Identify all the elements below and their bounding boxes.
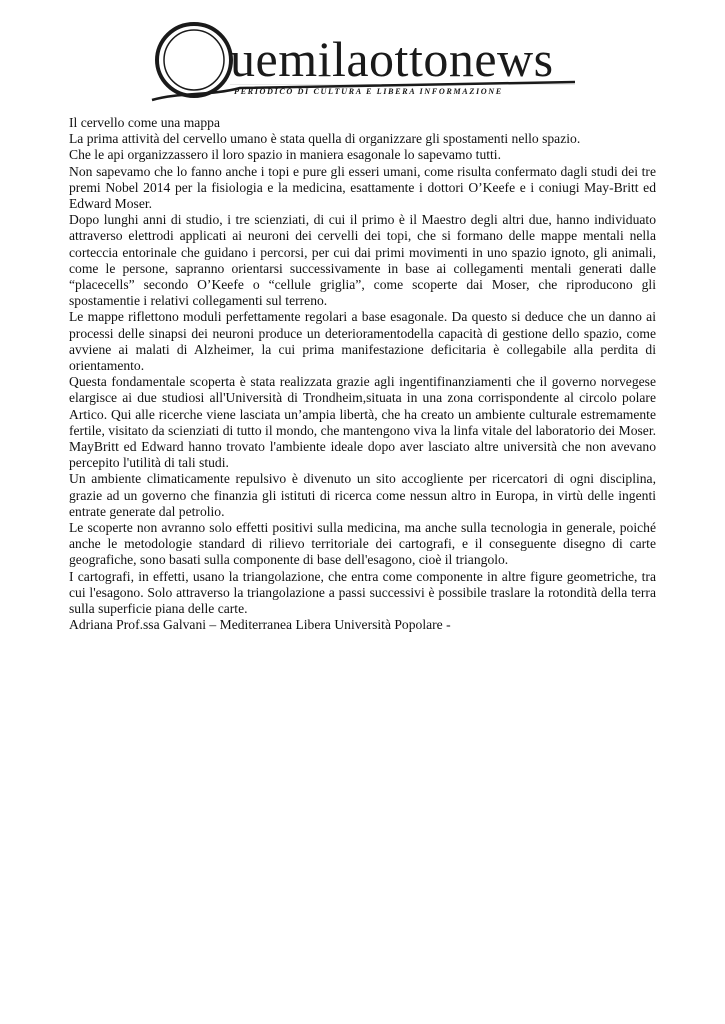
newspaper-logo — [150, 18, 580, 108]
article-paragraph: Le mappe riflettono moduli perfettamente regolari a base esagonale. Da questo si deduce che un danno ai processi delle sinapsi dei neuroni produce un deterioramentodella capacità di gestione dello spazio, come avviene ai malati di Alzheimer, la cui prima manifestazione deficitaria è collegabile alla perdita di orientamento. — [69, 309, 656, 374]
article-paragraph: Che le api organizzassero il loro spazio in maniera esagonale lo sapevamo tutti. — [69, 147, 501, 163]
svg-text:uemilaottonews: uemilaottonews — [230, 31, 554, 87]
article-paragraph: Non sapevamo che lo fanno anche i topi e pure gli esseri umani, come risulta confermato dagli studi dei tre premi Nobel 2014 per la fisiologia e la medicina, esattamente i dottori O’Keefe e i coniugi May-Britt ed Edward Moser. — [69, 163, 656, 212]
svg-text:PERIODICO DI CULTURA E LIBERA: PERIODICO DI CULTURA E LIBERA INFORMAZIONE — [234, 87, 503, 96]
article-paragraph: Questa fondamentale scoperta è stata realizzata grazie agli ingentifinanziamenti che il governo norvegese elargisce ai due studiosi all'Università di Trondheim,situata in una zona corrispondente al circolo polare Artico. Qui alle ricerche viene lasciata un’ampia libertà, che ha creato un ambiente culturale estremamente fertile, visitato da scienziati di tutto il mondo, che mantengono viva la linfa vitale del laboratorio dei Moser. MayBritt ed Edward hanno trovato l'ambiente ideale dopo aver lasciato altre università che non avevano percepito l'utilità di tali studi. — [69, 374, 656, 471]
article-paragraph: Un ambiente climaticamente repulsivo è divenuto un sito accogliente per ricercatori di ogni disciplina, grazie ad un governo che finanzia gli istituti di ricerca come nessun altro in Europa, in virtù delle ingenti entrate generate dal petrolio. — [69, 471, 656, 519]
article-title: Il cervello come una mappa — [69, 115, 220, 130]
article-paragraph: La prima attività del cervello umano è stata quella di organizzare gli spostamenti nello spazio. — [69, 131, 581, 147]
article-signature: Adriana Prof.ssa Galvani – Mediterranea Libera Università Popolare - — [69, 617, 451, 633]
article-paragraph: I cartografi, in effetti, usano la triangolazione, che entra come componente in altre figure geometriche, tra cui l'esagono. Solo attraverso la triangolazione a passi successivi è possibile traslare la rotondità della terra sulla superficie piana delle carte. — [69, 568, 656, 617]
article-paragraph: Le scoperte non avranno solo effetti positivi sulla medicina, ma anche sulla tecnologia in generale, poiché anche le metodologie standard di rilievo territoriale dei cartografi, e il conseguente disegno di carte geografiche, sono basati sulla componente di base dell'esagono, cioè il triangolo. — [69, 520, 656, 568]
article-paragraph: Dopo lunghi anni di studio, i tre scienziati, di cui il primo è il Maestro degli altri due, hanno individuato attraverso elettrodi applicati ai neuroni dei cervelli dei topi, che si formano delle mappe mentali nella corteccia entorinale che guidano i percorsi, per cui dai primi movimenti in uno spazio ignoto, gli animali, come le persone, sapranno orientarsi successivamente in base ai collegamenti mentali generati dalle “placecells” secondo O’Keefe o “cellule griglia”, come scoperte dai Moser, che riproducono gli spostamentie i relativi collegamenti sul terreno. — [69, 212, 656, 309]
article-body — [69, 115, 656, 634]
logo-graphic — [150, 18, 580, 108]
